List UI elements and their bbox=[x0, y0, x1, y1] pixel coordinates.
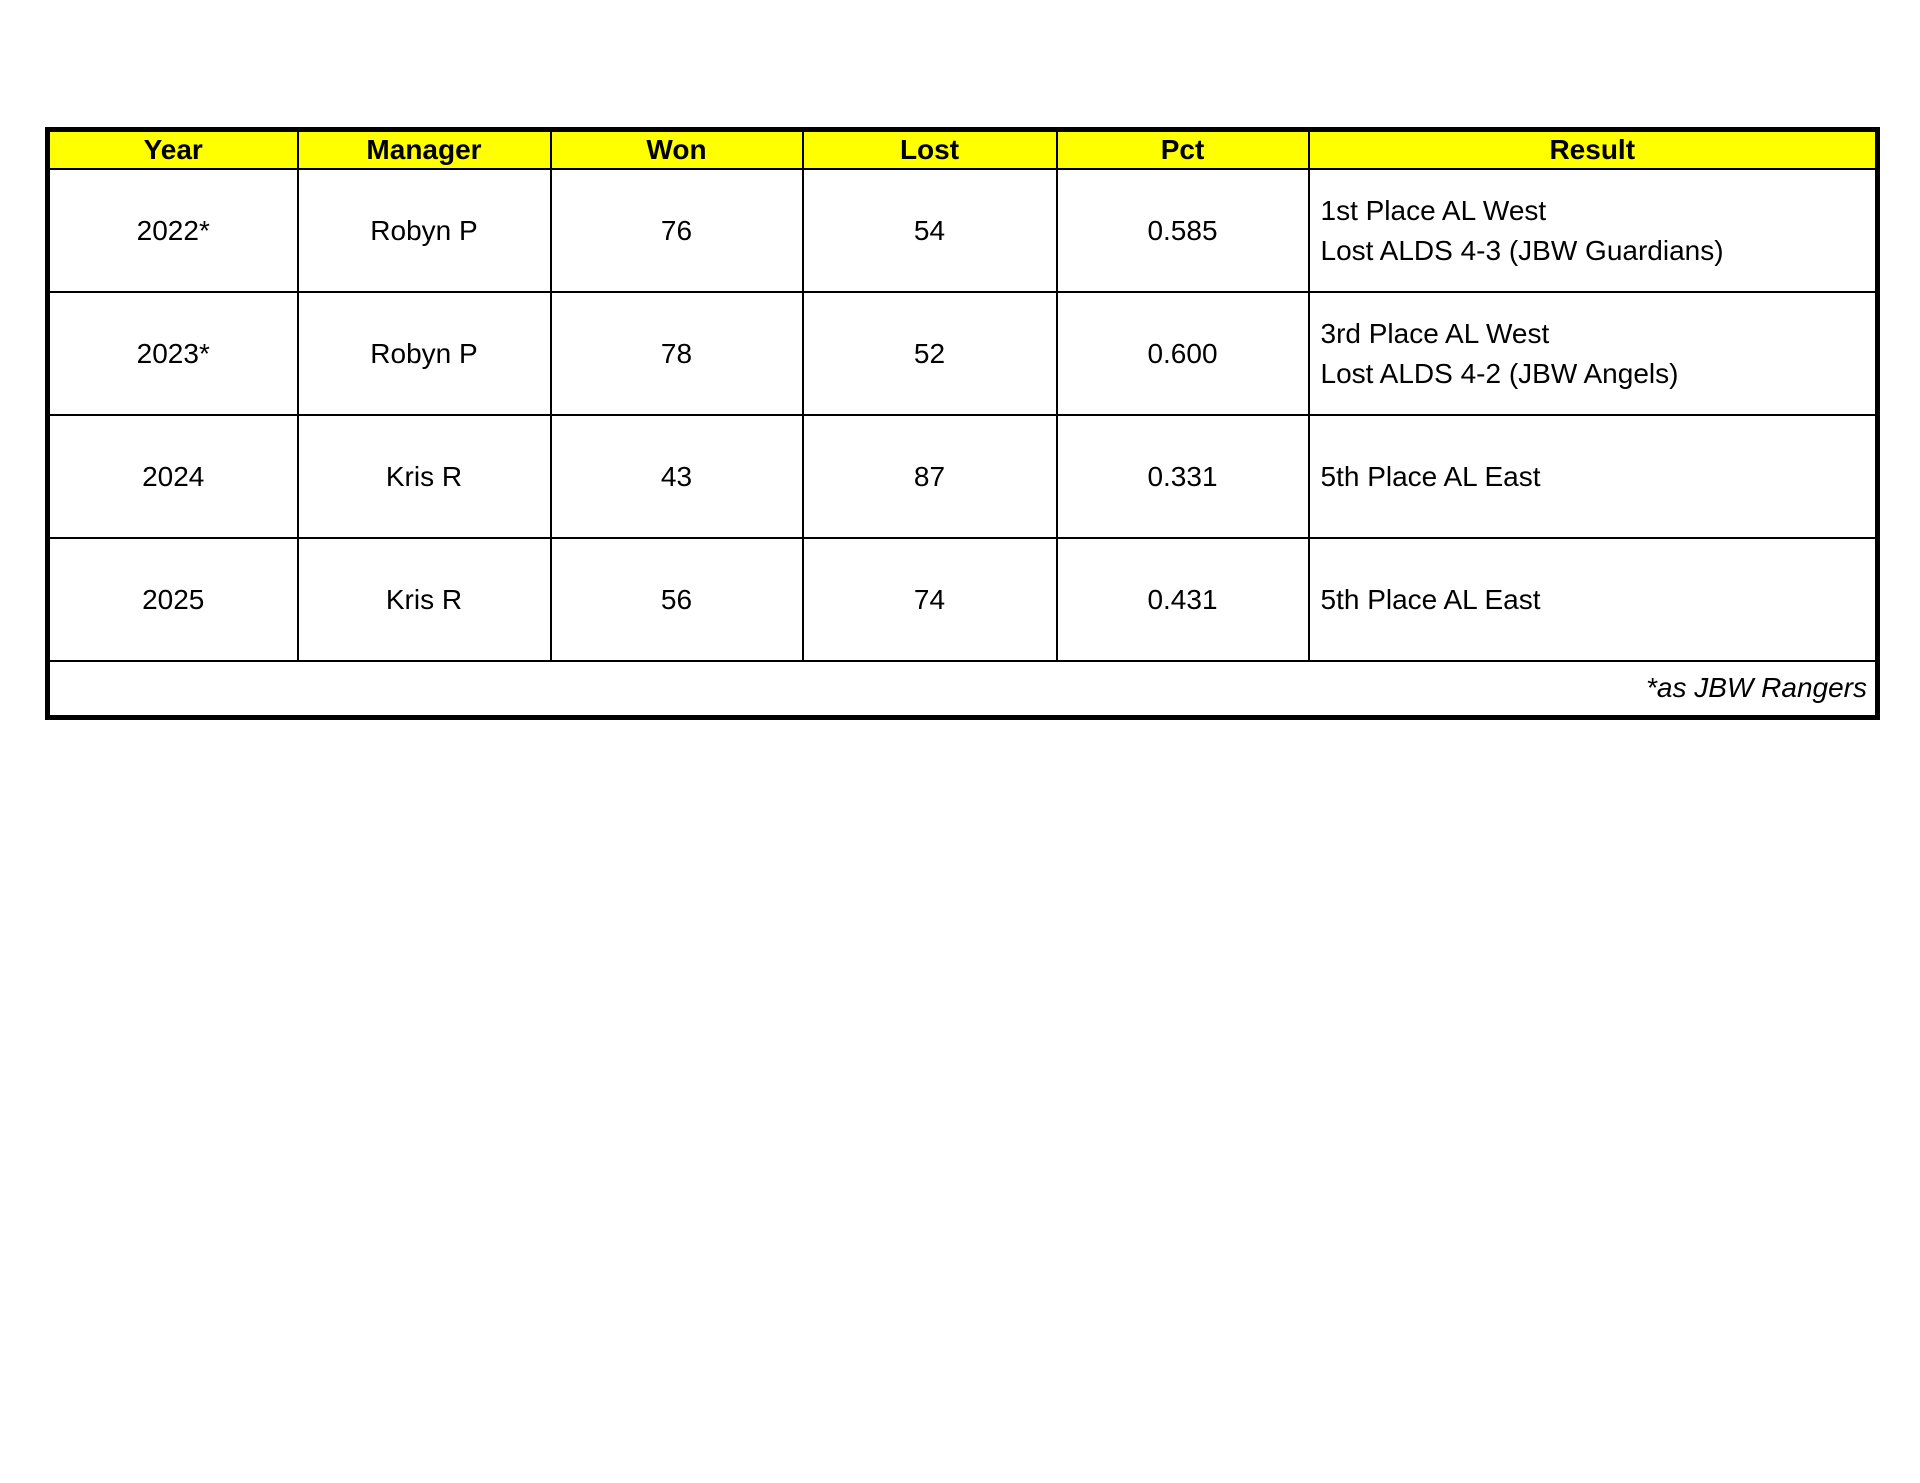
footnote-row bbox=[48, 661, 1878, 717]
result-cell bbox=[1309, 415, 1878, 538]
standings-table-container bbox=[45, 127, 1880, 720]
pct-cell: 0.431 bbox=[1057, 538, 1309, 661]
lost-cell: 74 bbox=[803, 538, 1057, 661]
result-line: Lost ALDS 4-2 (JBW Angels) bbox=[1320, 357, 1679, 389]
column-header-manager: Manager bbox=[298, 130, 551, 170]
table-row bbox=[48, 538, 1878, 661]
column-header-won: Won bbox=[551, 130, 803, 170]
column-header-pct: Pct bbox=[1057, 130, 1309, 170]
table-row bbox=[48, 415, 1878, 538]
result-line: 5th Place AL East bbox=[1320, 583, 1541, 615]
won-cell: 78 bbox=[551, 292, 803, 415]
pct-cell: 0.600 bbox=[1057, 292, 1309, 415]
table-row bbox=[48, 292, 1878, 415]
result-cell bbox=[1309, 292, 1878, 415]
result-line: 5th Place AL East bbox=[1320, 460, 1541, 492]
column-header-result: Result bbox=[1309, 130, 1878, 170]
won-cell: 76 bbox=[551, 169, 803, 292]
manager-cell: Kris R bbox=[298, 415, 551, 538]
table-row bbox=[48, 169, 1878, 292]
standings-table bbox=[45, 127, 1880, 720]
year-cell: 2025 bbox=[48, 538, 298, 661]
lost-cell: 87 bbox=[803, 415, 1057, 538]
header-row bbox=[48, 130, 1878, 170]
result-line: 1st Place AL West bbox=[1320, 194, 1547, 226]
footnote-cell: *as JBW Rangers bbox=[48, 661, 1878, 717]
column-header-year: Year bbox=[48, 130, 298, 170]
column-header-lost: Lost bbox=[803, 130, 1057, 170]
won-cell: 56 bbox=[551, 538, 803, 661]
result-cell bbox=[1309, 169, 1878, 292]
manager-cell: Robyn P bbox=[298, 169, 551, 292]
manager-cell: Kris R bbox=[298, 538, 551, 661]
result-line: Lost ALDS 4-3 (JBW Guardians) bbox=[1320, 234, 1724, 266]
lost-cell: 52 bbox=[803, 292, 1057, 415]
lost-cell: 54 bbox=[803, 169, 1057, 292]
year-cell: 2023* bbox=[48, 292, 298, 415]
year-cell: 2024 bbox=[48, 415, 298, 538]
year-cell: 2022* bbox=[48, 169, 298, 292]
won-cell: 43 bbox=[551, 415, 803, 538]
pct-cell: 0.331 bbox=[1057, 415, 1309, 538]
result-cell bbox=[1309, 538, 1878, 661]
manager-cell: Robyn P bbox=[298, 292, 551, 415]
result-line: 3rd Place AL West bbox=[1320, 317, 1550, 349]
pct-cell: 0.585 bbox=[1057, 169, 1309, 292]
